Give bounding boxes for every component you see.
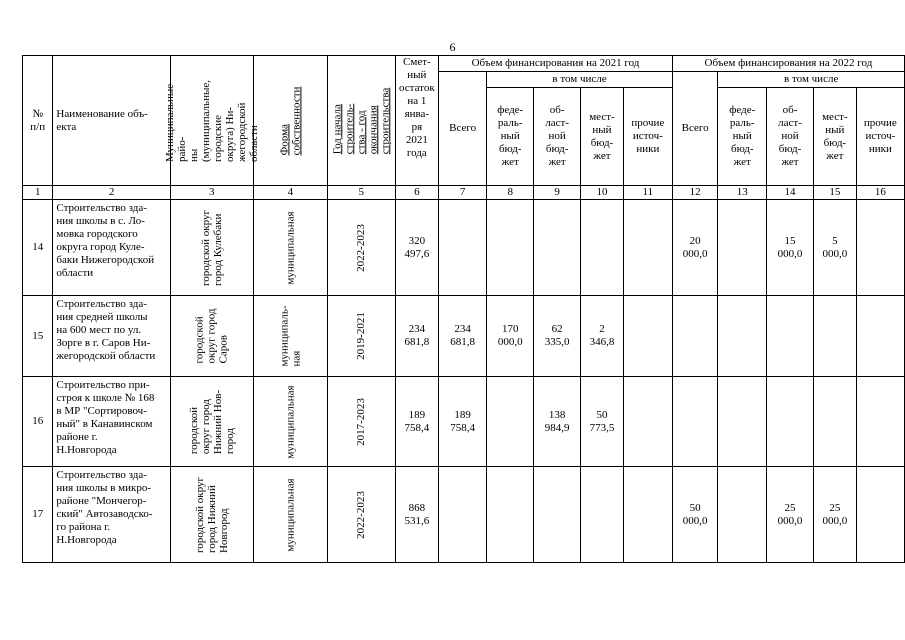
federal-2022	[718, 377, 767, 467]
col-number: 7	[439, 186, 487, 200]
col-number: 3	[170, 186, 253, 200]
col-number: 13	[718, 186, 767, 200]
header-federal-2022: феде- раль- ный бюд- жет	[718, 88, 767, 186]
total-2022: 50 000,0	[672, 467, 718, 563]
local-2022: 25 000,0	[813, 467, 856, 563]
table-row	[23, 296, 905, 377]
col-number: 14	[767, 186, 814, 200]
header-form: Форма собственности	[253, 56, 327, 186]
header-other-2021: прочие источ- ники	[623, 88, 672, 186]
years: 2022-2023	[328, 200, 396, 296]
header-local-2021: мест- ный бюд- жет	[581, 88, 624, 186]
column-number-row	[23, 186, 905, 200]
table-row	[23, 467, 905, 563]
regional-2021	[534, 467, 581, 563]
col-number: 2	[53, 186, 170, 200]
years: 2019-2021	[328, 296, 396, 377]
table-row	[23, 377, 905, 467]
regional-2021: 62 335,0	[534, 296, 581, 377]
object-name: Строительство зда- ния средней школы на 600 мест по ул. Зорге в г. Саров Ни- жегородской области	[53, 296, 170, 377]
ownership-form: муниципальная	[253, 200, 327, 296]
years: 2017-2023	[328, 377, 396, 467]
local-2022	[813, 296, 856, 377]
col-number: 5	[328, 186, 396, 200]
page-number: 6	[449, 40, 456, 54]
federal-2021	[487, 467, 534, 563]
col-number: 1	[23, 186, 53, 200]
total-2021	[439, 200, 487, 296]
col-number: 6	[395, 186, 439, 200]
federal-2022	[718, 200, 767, 296]
federal-2022	[718, 296, 767, 377]
district: городской округ город Кулебаки	[170, 200, 253, 296]
header-incl-2022: в том числе	[718, 72, 905, 88]
header-regional-2022: об- ласт- ной бюд- жет	[767, 88, 814, 186]
header-name: Наименование объ- екта	[53, 56, 170, 186]
header-num: № п/п	[23, 56, 53, 186]
header-district: Муниципальные райо- ны (муниципальные, городские округа) Ни- жегородской области	[170, 56, 253, 186]
header-estimate: Смет- ный остаток на 1 янва- ря 2021 года	[395, 56, 439, 186]
col-number: 9	[534, 186, 581, 200]
col-number: 12	[672, 186, 718, 200]
ownership-form: муниципаль- ная	[253, 296, 327, 377]
other-2022	[856, 467, 904, 563]
total-2022	[672, 296, 718, 377]
table-row	[23, 200, 905, 296]
regional-2022	[767, 296, 814, 377]
years: 2022-2023	[328, 467, 396, 563]
header-federal-2021: феде- раль- ный бюд- жет	[487, 88, 534, 186]
regional-2022: 15 000,0	[767, 200, 814, 296]
col-number: 4	[253, 186, 327, 200]
row-num: 17	[23, 467, 53, 563]
col-number: 11	[623, 186, 672, 200]
federal-2021: 170 000,0	[487, 296, 534, 377]
estimate-value: 189 758,4	[395, 377, 439, 467]
total-2021	[439, 467, 487, 563]
local-2022	[813, 377, 856, 467]
federal-2021	[487, 377, 534, 467]
other-2022	[856, 200, 904, 296]
local-2021: 2 346,8	[581, 296, 624, 377]
local-2021	[581, 467, 624, 563]
district: городской округ город Саров	[170, 296, 253, 377]
ownership-form: муниципальная	[253, 377, 327, 467]
row-num: 16	[23, 377, 53, 467]
other-2022	[856, 296, 904, 377]
row-num: 15	[23, 296, 53, 377]
row-num: 14	[23, 200, 53, 296]
header-fin-2021: Объем финансирования на 2021 год	[439, 56, 673, 72]
header-fin-2022: Объем финансирования на 2022 год	[672, 56, 904, 72]
object-name: Строительство при- строя к школе № 168 в МР "Сортировоч- ный" в Канавинском районе г. Н.Новгорода	[53, 377, 170, 467]
ownership-form: муниципальная	[253, 467, 327, 563]
local-2021: 50 773,5	[581, 377, 624, 467]
regional-2022	[767, 377, 814, 467]
estimate-value: 868 531,6	[395, 467, 439, 563]
federal-2021	[487, 200, 534, 296]
district: городской округ город Нижний Новгород	[170, 467, 253, 563]
header-local-2022: мест- ный бюд- жет	[813, 88, 856, 186]
col-number: 10	[581, 186, 624, 200]
header-total-2022: Всего	[672, 72, 718, 186]
header-total-2021: Всего	[439, 72, 487, 186]
total-2022	[672, 377, 718, 467]
regional-2021: 138 984,9	[534, 377, 581, 467]
estimate-value: 234 681,8	[395, 296, 439, 377]
col-number: 8	[487, 186, 534, 200]
other-2021	[623, 296, 672, 377]
local-2021	[581, 200, 624, 296]
total-2021: 189 758,4	[439, 377, 487, 467]
local-2022: 5 000,0	[813, 200, 856, 296]
header-other-2022: прочие источ- ники	[856, 88, 904, 186]
regional-2021	[534, 200, 581, 296]
district: городской округ город Нижний Нов- город	[170, 377, 253, 467]
header-regional-2021: об- ласт- ной бюд- жет	[534, 88, 581, 186]
other-2022	[856, 377, 904, 467]
total-2021: 234 681,8	[439, 296, 487, 377]
col-number: 16	[856, 186, 904, 200]
total-2022: 20 000,0	[672, 200, 718, 296]
other-2021	[623, 200, 672, 296]
other-2021	[623, 467, 672, 563]
header-years: Год начала строитель- ства - год окончания строительства	[328, 56, 396, 186]
col-number: 15	[813, 186, 856, 200]
estimate-value: 320 497,6	[395, 200, 439, 296]
header-incl-2021: в том числе	[487, 72, 673, 88]
financing-table	[22, 55, 905, 563]
other-2021	[623, 377, 672, 467]
object-name: Строительство зда- ния школы в микро- районе "Мончегор- ский" Автозаводско- го района г. Н.Новгорода	[53, 467, 170, 563]
federal-2022	[718, 467, 767, 563]
object-name: Строительство зда- ния школы в с. Ло- мовка городского округа город Куле- баки Нижегородской области	[53, 200, 170, 296]
regional-2022: 25 000,0	[767, 467, 814, 563]
